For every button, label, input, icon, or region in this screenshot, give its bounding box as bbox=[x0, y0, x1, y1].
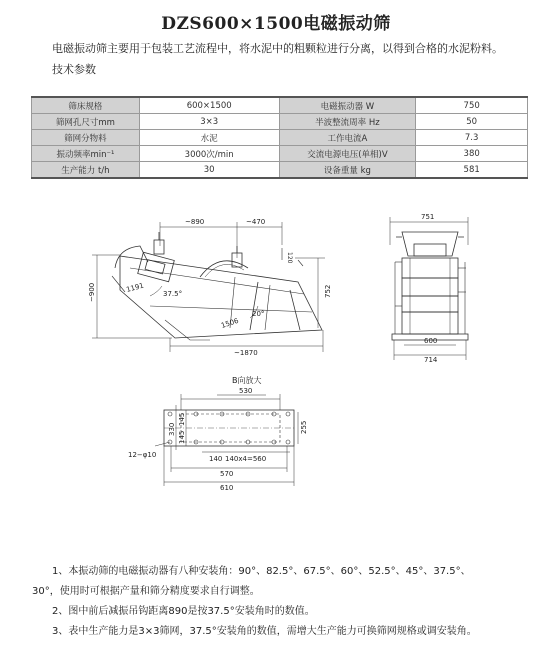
dim-label: 714 bbox=[424, 356, 438, 364]
spec-value: 3×3 bbox=[139, 114, 279, 130]
dim-label: 120 bbox=[286, 252, 293, 264]
spec-label: 筛网孔尺寸mm bbox=[32, 114, 140, 130]
dim-label: ~890 bbox=[185, 218, 205, 226]
note-2: 2、图中前后减振吊钩距离890是按37.5°安装角时的数值。 bbox=[52, 606, 315, 617]
dim-label: 12−φ10 bbox=[128, 451, 157, 459]
dim-label: 255 bbox=[300, 420, 308, 434]
dim-label: ~900 bbox=[88, 282, 96, 302]
dim-label: 145 bbox=[178, 430, 186, 444]
spec-value: 水泥 bbox=[139, 130, 279, 146]
spec-value: 600×1500 bbox=[139, 97, 279, 114]
dim-label: 530 bbox=[239, 387, 253, 395]
spec-value: 750 bbox=[416, 97, 528, 114]
dim-label: 570 bbox=[220, 470, 234, 478]
dim-label: 140 bbox=[209, 455, 223, 463]
dim-label: ~1870 bbox=[234, 349, 258, 357]
dim-label: 330 bbox=[168, 422, 176, 436]
note-1: 1、本振动筛的电磁振动器有八种安装角：90°、82.5°、67.5°、60°、52.5°、45°、37.5°、 bbox=[52, 566, 471, 577]
dim-label: 751 bbox=[421, 213, 435, 221]
spec-label: 电磁振动器 W bbox=[279, 97, 416, 114]
spec-label: 半波整流周率 Hz bbox=[279, 114, 416, 130]
dim-label: 610 bbox=[220, 484, 234, 492]
spec-label: 筛网分物料 bbox=[32, 130, 140, 146]
dim-label: 752 bbox=[324, 284, 332, 298]
spec-value: 3000次/min bbox=[139, 146, 279, 162]
spec-label: 工作电流A bbox=[279, 130, 416, 146]
dim-label: 140x4=560 bbox=[225, 455, 267, 463]
dim-label: 600 bbox=[424, 337, 438, 345]
dim-label: 1191 bbox=[125, 281, 145, 294]
spec-heading: 技术参数 bbox=[52, 63, 96, 76]
view-label: B向放大 bbox=[232, 376, 262, 385]
spec-value: 581 bbox=[416, 162, 528, 179]
spec-label: 振动频率min⁻¹ bbox=[32, 146, 140, 162]
spec-label: 筛床规格 bbox=[32, 97, 140, 114]
note-1-cont: 30°，使用时可根据产量和筛分精度要求自行调整。 bbox=[32, 586, 260, 597]
note-3: 3、表中生产能力是3×3筛网，37.5°安装角的数值，需增大生产能力可换筛网规格或调安装角。 bbox=[52, 626, 477, 637]
dim-label: 1506 bbox=[220, 316, 240, 330]
spec-label: 生产能力 t/h bbox=[32, 162, 140, 179]
intro-paragraph: 电磁振动筛主要用于包装工艺流程中，将水泥中的粗颗粒进行分离，以得到合格的水泥粉料。 bbox=[52, 42, 503, 55]
notes bbox=[32, 562, 532, 642]
dim-label: 20° bbox=[252, 310, 265, 318]
dim-label: 37.5° bbox=[163, 290, 183, 298]
spec-value: 380 bbox=[416, 146, 528, 162]
dim-label: 145 bbox=[178, 412, 186, 426]
spec-value: 7.3 bbox=[416, 130, 528, 146]
spec-label: 交流电源电压(单相)V bbox=[279, 146, 416, 162]
spec-value: 50 bbox=[416, 114, 528, 130]
spec-value: 30 bbox=[139, 162, 279, 179]
spec-label: 设备重量 kg bbox=[279, 162, 416, 179]
dim-label: ~470 bbox=[246, 218, 266, 226]
page-title: DZS600×1500电磁振动筛 bbox=[161, 14, 391, 34]
